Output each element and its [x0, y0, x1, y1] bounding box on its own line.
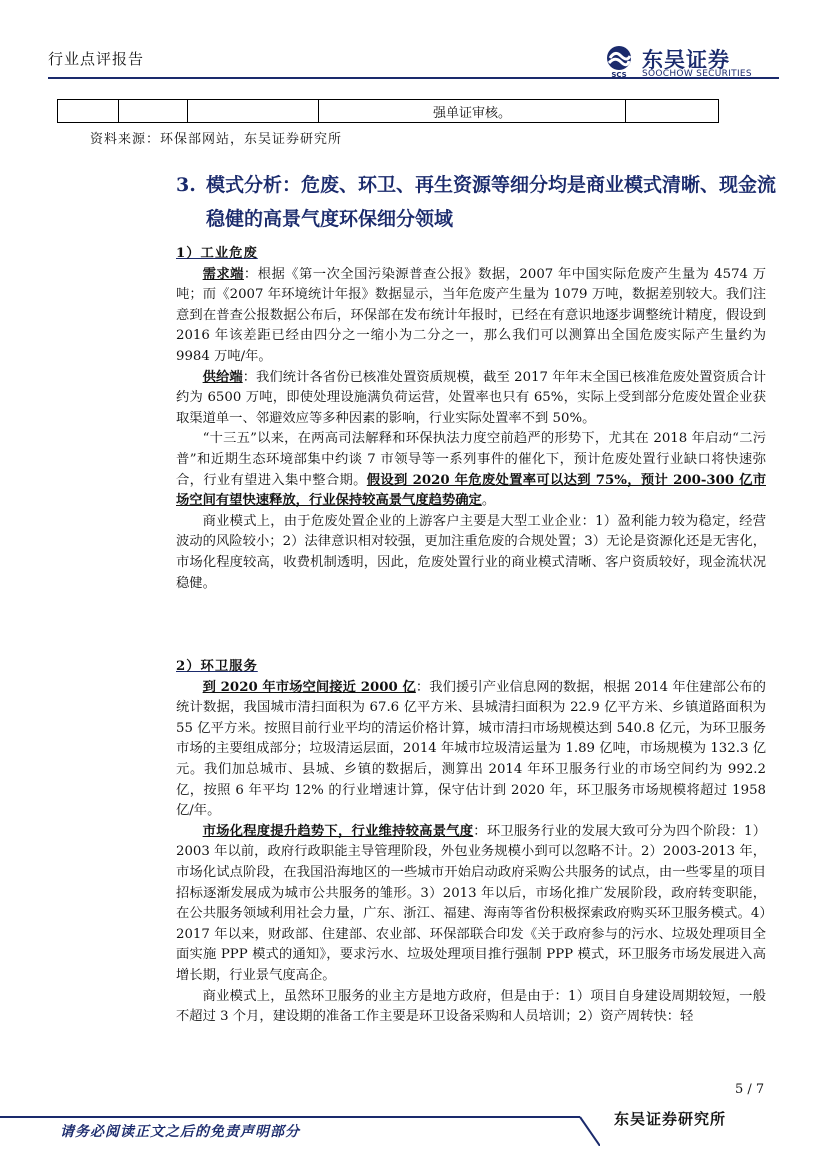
subsection-sanitation	[176, 657, 766, 1028]
disclaimer-note: 请务必阅读正文之后的免责声明部分	[60, 1124, 300, 1140]
source-note: 资料来源：环保部网站，东吴证券研究所	[90, 132, 343, 147]
paragraph-lead: 到 2020 年市场空间接近 2000 亿	[202, 679, 416, 695]
table-cell-last: 强单证审核。	[319, 100, 626, 123]
paragraph-lead: 市场化程度提升趋势下，行业维持较高景气度	[202, 823, 474, 839]
paragraph-text: 。	[481, 493, 496, 509]
report-type-label: 行业点评报告	[48, 50, 145, 68]
section-title-text: 模式分析：危废、环卫、再生资源等细分均是商业模式清晰、现金流稳健的高景气度环保细分领域	[206, 174, 777, 230]
paragraph-lead: 供给端	[202, 369, 243, 385]
paragraph: 商业模式上，虽然环卫服务的业主方是地方政府，但是由于：1）项目自身建设周期较短，一般不超过 3 个月，建设期的准备工作主要是环卫设备采购和人员培训；2）资产周转快：轻	[176, 988, 766, 1025]
subsection-title: 2）环卫服务	[176, 659, 258, 674]
paragraph: 商业模式上，由于危废处置企业的上游客户主要是大型工业企业：1）盈利能力较为稳定，经营波动的风险较小；2）法律意识相对较强，更加注重危废的合规处置；3）无论是资源化还是无害化，市场化程度较高，收费机制透明，因此，危废处置行业的商业模式清晰、客户资质较好，现金流状况稳健。	[176, 513, 766, 591]
paragraph-text: ：根据《第一次全国污染源普查公报》数据，2007 年中国实际危废产生量为 4574 万吨；而《2007 年环境统计年报》数据显示，当年危废产生量为 1079 万吨，数据差别较大。我们注意到在普查公报数据公布后，环保部在发布统计年报时，已经在有意识地逐步调整统计精度，假设到 2016 年该差距已经由四分之一缩小为二分之一，那么我们可以测算出全国危废实际产生量约为 9984 万吨/年。	[176, 266, 767, 364]
paragraph-text: “十三五”以来，在两高司法解释和环保执法力度空前趋严的形势下，尤其在 2018 年启动“二污普”和近期生态环境部集中约谈 7 市领导等一系列事件的催化下，预计危废处置行业缺口将快速弥合，行业有望进入集中整合期。	[176, 431, 766, 488]
table-cell	[188, 100, 319, 123]
section-number: 3.	[176, 174, 196, 196]
footer-organization: 东吴证券研究所	[614, 1110, 727, 1128]
paragraph-text: ：我们统计各省份已核准处置资质规模，截至 2017 年年末全国已核准危废处置资质合计约为 6500 万吨，即使处理设施满负荷运营，处置率也只有 65%，实际上受到部分危废处置企业获取渠道单一、邻避效应等多种因素的影响，行业实际处置率不到 50%。	[176, 369, 767, 426]
logo-abbr: SCS	[611, 71, 627, 78]
subsection-hazardous-waste	[176, 244, 766, 594]
table-cell	[626, 100, 719, 123]
table-tail	[57, 99, 719, 123]
paragraph-text: ：环卫服务行业的发展大致可分为四个阶段：1）2003 年以前，政府行政职能主导管理阶段，外包业务规模小到可以忽略不计。2）2003-2013 年，市场化试点阶段，在我国沿海地区的一些城市开始启动政府采购公共服务的试点，由一些零星的项目招标逐渐发展成为城市公共服务的雏形。3）2013 年以后，市场化推广发展阶段，政府转变职能，在公共服务领域利用社会力量，广东、浙江、福建、海南等省份积极探索政府购买环卫服务模式。4）2017 年以来，财政部、住建部、农业部、环保部联合印发《关于政府参与的污水、垃圾处理项目全面实施 PPP 模式的通知》，要求污水、垃圾处理项目推行强制 PPP 模式，环卫服务市场发展进入高增长期，行业景气度高企。	[176, 823, 766, 983]
paragraph	[176, 822, 766, 987]
paragraph	[176, 368, 766, 430]
paragraph	[176, 429, 766, 511]
paragraph	[176, 265, 766, 368]
paragraph-lead: 需求端	[202, 266, 244, 282]
paragraph-emphasis: 假设到 2020 年危废处置率可以达到 75%，预计 200-300 亿市场空间有望快速释放，行业保持较高景气度趋势确定	[176, 472, 766, 509]
section-title	[176, 168, 786, 236]
subsection-title: 1）工业危废	[176, 246, 258, 261]
table-cell	[58, 100, 119, 123]
logo-mark-icon	[602, 44, 636, 78]
logo-name-cn: 东吴证券	[642, 48, 730, 72]
paragraph-text: ：我们援引产业信息网的数据，根据 2014 年住建部公布的统计数据，我国城市清扫面积为 67.6 亿平方米、县城清扫面积为 22.9 亿平方米、乡镇道路面积为 55 亿平方米。按照目前行业平均的清运价格计算，城市清扫市场规模达到 540.8 亿元，为环卫服务市场的主要组成部分；垃圾清运层面，2014 年城市垃圾清运量为 1.89 亿吨，市场规模为 132.3 亿元。我们加总城市、县城、乡镇的数据后，测算出 2014 年环卫服务行业的市场空间约为 992.2 亿，按照 6 年平均 12% 的行业增速计算，保守估计到 2020 年，环卫服务市场规模将超过 1958 亿/年。	[176, 679, 766, 819]
logo-name-en: SOOCHOW SECURITIES	[642, 69, 752, 79]
page-number: 5 / 7	[735, 1082, 765, 1097]
company-logo	[602, 44, 778, 80]
table-cell	[119, 100, 188, 123]
table-row	[58, 100, 719, 123]
paragraph	[176, 678, 766, 822]
